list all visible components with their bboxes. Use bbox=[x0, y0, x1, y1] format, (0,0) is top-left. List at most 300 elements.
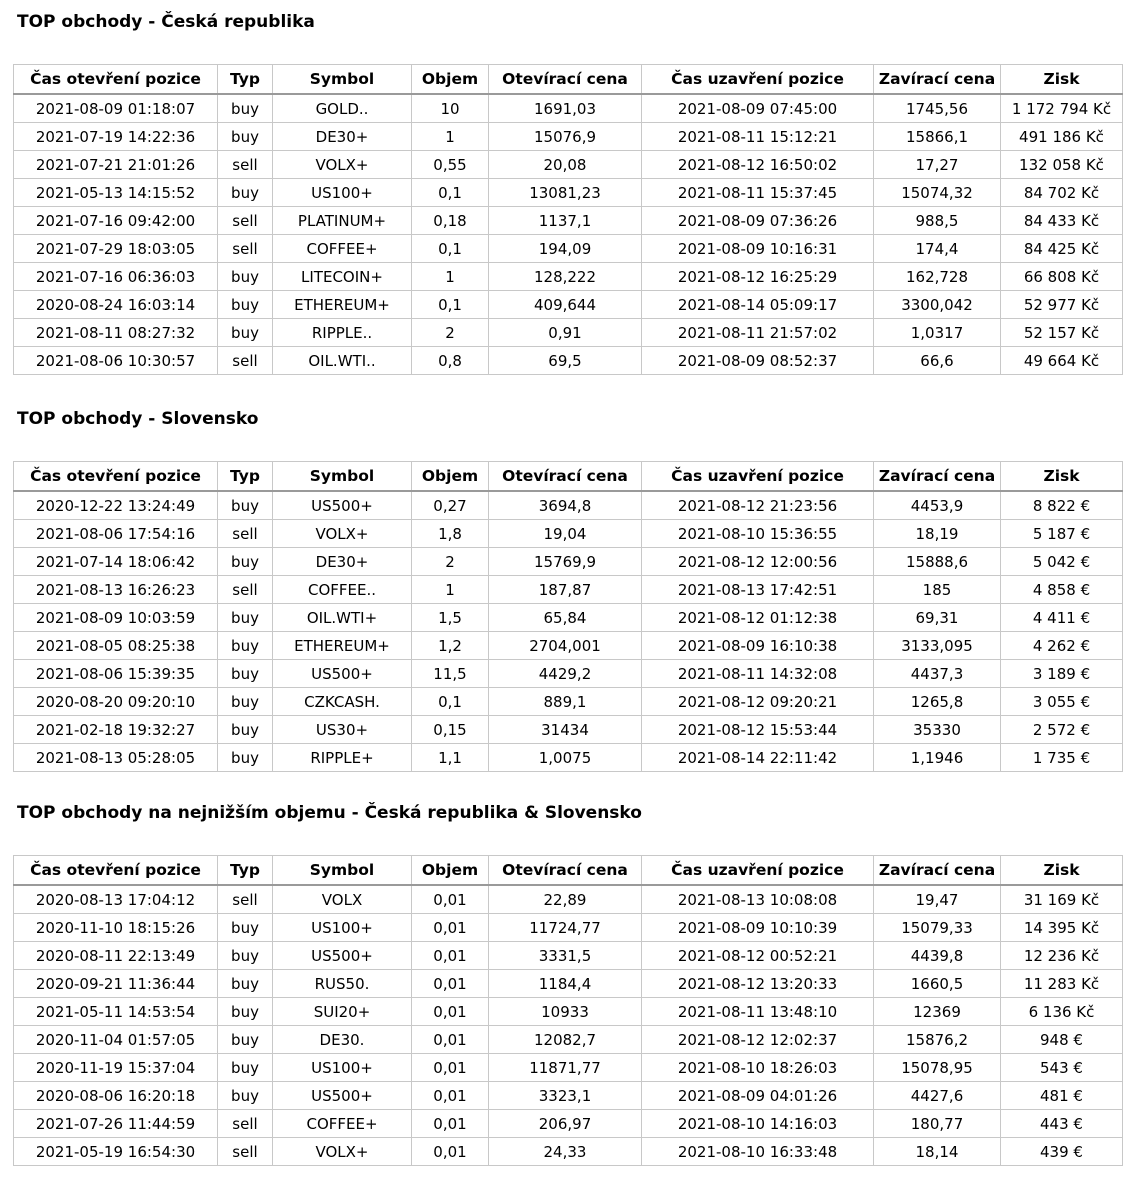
cell-type: buy bbox=[218, 632, 273, 660]
cell-symbol: COFFEE+ bbox=[273, 235, 412, 263]
cell-close-time: 2021-08-12 09:20:21 bbox=[642, 688, 874, 716]
cell-type: sell bbox=[218, 520, 273, 548]
cell-type: buy bbox=[218, 998, 273, 1026]
column-header-close-time: Čas uzavření pozice bbox=[642, 65, 874, 95]
cell-profit: 4 858 € bbox=[1001, 576, 1123, 604]
cell-type: buy bbox=[218, 1082, 273, 1110]
cell-close-time: 2021-08-13 17:42:51 bbox=[642, 576, 874, 604]
cell-close-time: 2021-08-09 08:52:37 bbox=[642, 347, 874, 375]
cell-close-time: 2021-08-09 16:10:38 bbox=[642, 632, 874, 660]
cell-volume: 0,01 bbox=[412, 1138, 489, 1166]
column-header-open-time: Čas otevření pozice bbox=[14, 65, 218, 95]
table-row bbox=[14, 235, 1123, 263]
cell-close-time: 2021-08-11 15:12:21 bbox=[642, 123, 874, 151]
cell-type: sell bbox=[218, 576, 273, 604]
cell-open-time: 2020-11-19 15:37:04 bbox=[14, 1054, 218, 1082]
cell-close-price: 3133,095 bbox=[874, 632, 1001, 660]
cell-close-time: 2021-08-10 15:36:55 bbox=[642, 520, 874, 548]
cell-open-time: 2020-08-24 16:03:14 bbox=[14, 291, 218, 319]
cell-symbol: VOLX+ bbox=[273, 1138, 412, 1166]
cell-volume: 0,01 bbox=[412, 1054, 489, 1082]
cell-close-time: 2021-08-10 14:16:03 bbox=[642, 1110, 874, 1138]
column-header-symbol: Symbol bbox=[273, 65, 412, 95]
trades-table bbox=[13, 64, 1123, 375]
cell-close-price: 4427,6 bbox=[874, 1082, 1001, 1110]
cell-close-price: 185 bbox=[874, 576, 1001, 604]
cell-volume: 1,1 bbox=[412, 744, 489, 772]
cell-close-time: 2021-08-09 10:10:39 bbox=[642, 914, 874, 942]
cell-type: sell bbox=[218, 151, 273, 179]
cell-profit: 443 € bbox=[1001, 1110, 1123, 1138]
cell-close-time: 2021-08-12 16:50:02 bbox=[642, 151, 874, 179]
cell-symbol: ETHEREUM+ bbox=[273, 632, 412, 660]
table-row bbox=[14, 151, 1123, 179]
cell-close-price: 15078,95 bbox=[874, 1054, 1001, 1082]
cell-type: sell bbox=[218, 347, 273, 375]
cell-type: sell bbox=[218, 1138, 273, 1166]
trades-table bbox=[13, 855, 1123, 1166]
cell-close-price: 69,31 bbox=[874, 604, 1001, 632]
cell-open-time: 2021-08-06 15:39:35 bbox=[14, 660, 218, 688]
cell-open-time: 2021-08-13 16:26:23 bbox=[14, 576, 218, 604]
column-header-open-time: Čas otevření pozice bbox=[14, 462, 218, 492]
cell-close-time: 2021-08-09 10:16:31 bbox=[642, 235, 874, 263]
cell-volume: 1 bbox=[412, 576, 489, 604]
cell-profit: 3 189 € bbox=[1001, 660, 1123, 688]
cell-open-price: 13081,23 bbox=[489, 179, 642, 207]
cell-symbol: US100+ bbox=[273, 179, 412, 207]
cell-volume: 0,1 bbox=[412, 179, 489, 207]
trades-table bbox=[13, 461, 1123, 772]
cell-open-time: 2021-07-26 11:44:59 bbox=[14, 1110, 218, 1138]
cell-open-price: 3331,5 bbox=[489, 942, 642, 970]
cell-close-time: 2021-08-11 14:32:08 bbox=[642, 660, 874, 688]
cell-close-price: 1660,5 bbox=[874, 970, 1001, 998]
cell-open-time: 2021-07-29 18:03:05 bbox=[14, 235, 218, 263]
cell-profit: 52 157 Kč bbox=[1001, 319, 1123, 347]
table-row bbox=[14, 291, 1123, 319]
cell-open-time: 2020-08-11 22:13:49 bbox=[14, 942, 218, 970]
cell-volume: 0,01 bbox=[412, 1026, 489, 1054]
cell-open-price: 2704,001 bbox=[489, 632, 642, 660]
cell-volume: 0,1 bbox=[412, 688, 489, 716]
column-header-close-price: Zavírací cena bbox=[874, 65, 1001, 95]
cell-volume: 0,55 bbox=[412, 151, 489, 179]
cell-volume: 0,18 bbox=[412, 207, 489, 235]
table-row bbox=[14, 123, 1123, 151]
cell-open-price: 15769,9 bbox=[489, 548, 642, 576]
cell-close-price: 35330 bbox=[874, 716, 1001, 744]
cell-volume: 2 bbox=[412, 319, 489, 347]
cell-close-time: 2021-08-11 21:57:02 bbox=[642, 319, 874, 347]
cell-type: buy bbox=[218, 319, 273, 347]
cell-profit: 5 187 € bbox=[1001, 520, 1123, 548]
cell-symbol: COFFEE.. bbox=[273, 576, 412, 604]
cell-volume: 0,01 bbox=[412, 1110, 489, 1138]
cell-symbol: GOLD.. bbox=[273, 94, 412, 123]
cell-symbol: US500+ bbox=[273, 942, 412, 970]
cell-profit: 6 136 Kč bbox=[1001, 998, 1123, 1026]
cell-symbol: US100+ bbox=[273, 1054, 412, 1082]
table-row bbox=[14, 1054, 1123, 1082]
cell-close-price: 4439,8 bbox=[874, 942, 1001, 970]
cell-profit: 49 664 Kč bbox=[1001, 347, 1123, 375]
cell-volume: 0,1 bbox=[412, 291, 489, 319]
table-header-row bbox=[14, 65, 1123, 95]
cell-volume: 1,5 bbox=[412, 604, 489, 632]
cell-volume: 11,5 bbox=[412, 660, 489, 688]
cell-close-price: 15876,2 bbox=[874, 1026, 1001, 1054]
cell-profit: 5 042 € bbox=[1001, 548, 1123, 576]
table-row bbox=[14, 179, 1123, 207]
cell-open-time: 2020-08-20 09:20:10 bbox=[14, 688, 218, 716]
cell-profit: 132 058 Kč bbox=[1001, 151, 1123, 179]
cell-open-price: 15076,9 bbox=[489, 123, 642, 151]
column-header-open-price: Otevírací cena bbox=[489, 65, 642, 95]
column-header-type: Typ bbox=[218, 856, 273, 886]
cell-volume: 0,1 bbox=[412, 235, 489, 263]
cell-profit: 84 702 Kč bbox=[1001, 179, 1123, 207]
column-header-symbol: Symbol bbox=[273, 856, 412, 886]
cell-close-price: 66,6 bbox=[874, 347, 1001, 375]
cell-symbol: ETHEREUM+ bbox=[273, 291, 412, 319]
cell-type: buy bbox=[218, 123, 273, 151]
cell-open-price: 10933 bbox=[489, 998, 642, 1026]
table-row bbox=[14, 1026, 1123, 1054]
column-header-profit: Zisk bbox=[1001, 462, 1123, 492]
cell-volume: 1,2 bbox=[412, 632, 489, 660]
table-row bbox=[14, 347, 1123, 375]
cell-type: sell bbox=[218, 1110, 273, 1138]
table-row bbox=[14, 1110, 1123, 1138]
cell-close-price: 4453,9 bbox=[874, 491, 1001, 520]
cell-close-price: 12369 bbox=[874, 998, 1001, 1026]
cell-symbol: RUS50. bbox=[273, 970, 412, 998]
column-header-open-price: Otevírací cena bbox=[489, 462, 642, 492]
cell-type: buy bbox=[218, 179, 273, 207]
cell-close-price: 15074,32 bbox=[874, 179, 1001, 207]
table-row bbox=[14, 1082, 1123, 1110]
cell-open-time: 2021-05-19 16:54:30 bbox=[14, 1138, 218, 1166]
column-header-close-price: Zavírací cena bbox=[874, 462, 1001, 492]
cell-close-price: 17,27 bbox=[874, 151, 1001, 179]
cell-open-price: 187,87 bbox=[489, 576, 642, 604]
cell-open-time: 2021-05-13 14:15:52 bbox=[14, 179, 218, 207]
cell-open-time: 2021-05-11 14:53:54 bbox=[14, 998, 218, 1026]
cell-open-time: 2021-07-21 21:01:26 bbox=[14, 151, 218, 179]
cell-symbol: VOLX+ bbox=[273, 151, 412, 179]
cell-volume: 1 bbox=[412, 263, 489, 291]
cell-open-time: 2020-12-22 13:24:49 bbox=[14, 491, 218, 520]
cell-type: buy bbox=[218, 688, 273, 716]
cell-close-time: 2021-08-11 13:48:10 bbox=[642, 998, 874, 1026]
cell-close-price: 15866,1 bbox=[874, 123, 1001, 151]
cell-volume: 0,01 bbox=[412, 970, 489, 998]
cell-close-time: 2021-08-09 07:36:26 bbox=[642, 207, 874, 235]
table-row bbox=[14, 94, 1123, 123]
cell-open-time: 2021-08-09 10:03:59 bbox=[14, 604, 218, 632]
column-header-close-time: Čas uzavření pozice bbox=[642, 462, 874, 492]
cell-open-price: 0,91 bbox=[489, 319, 642, 347]
cell-open-price: 409,644 bbox=[489, 291, 642, 319]
cell-open-price: 206,97 bbox=[489, 1110, 642, 1138]
table-row bbox=[14, 632, 1123, 660]
column-header-volume: Objem bbox=[412, 65, 489, 95]
cell-volume: 1 bbox=[412, 123, 489, 151]
cell-open-time: 2020-11-04 01:57:05 bbox=[14, 1026, 218, 1054]
cell-open-price: 128,222 bbox=[489, 263, 642, 291]
cell-profit: 2 572 € bbox=[1001, 716, 1123, 744]
cell-profit: 84 433 Kč bbox=[1001, 207, 1123, 235]
table-row bbox=[14, 998, 1123, 1026]
cell-close-time: 2021-08-09 07:45:00 bbox=[642, 94, 874, 123]
cell-close-price: 15079,33 bbox=[874, 914, 1001, 942]
cell-type: sell bbox=[218, 235, 273, 263]
cell-volume: 1,8 bbox=[412, 520, 489, 548]
column-header-close-time: Čas uzavření pozice bbox=[642, 856, 874, 886]
cell-open-time: 2020-09-21 11:36:44 bbox=[14, 970, 218, 998]
cell-volume: 0,01 bbox=[412, 942, 489, 970]
cell-volume: 2 bbox=[412, 548, 489, 576]
cell-type: sell bbox=[218, 207, 273, 235]
column-header-open-time: Čas otevření pozice bbox=[14, 856, 218, 886]
cell-open-time: 2021-07-16 09:42:00 bbox=[14, 207, 218, 235]
cell-open-price: 4429,2 bbox=[489, 660, 642, 688]
cell-open-price: 1184,4 bbox=[489, 970, 642, 998]
cell-open-price: 20,08 bbox=[489, 151, 642, 179]
cell-open-price: 1137,1 bbox=[489, 207, 642, 235]
cell-symbol: PLATINUM+ bbox=[273, 207, 412, 235]
cell-close-price: 18,14 bbox=[874, 1138, 1001, 1166]
cell-open-time: 2021-07-16 06:36:03 bbox=[14, 263, 218, 291]
column-header-type: Typ bbox=[218, 65, 273, 95]
column-header-profit: Zisk bbox=[1001, 65, 1123, 95]
cell-type: sell bbox=[218, 885, 273, 914]
cell-symbol: COFFEE+ bbox=[273, 1110, 412, 1138]
cell-profit: 543 € bbox=[1001, 1054, 1123, 1082]
cell-open-price: 11871,77 bbox=[489, 1054, 642, 1082]
cell-close-price: 3300,042 bbox=[874, 291, 1001, 319]
cell-profit: 1 172 794 Kč bbox=[1001, 94, 1123, 123]
cell-open-time: 2021-08-06 10:30:57 bbox=[14, 347, 218, 375]
cell-open-time: 2021-07-19 14:22:36 bbox=[14, 123, 218, 151]
table-row bbox=[14, 970, 1123, 998]
cell-symbol: US100+ bbox=[273, 914, 412, 942]
cell-open-price: 11724,77 bbox=[489, 914, 642, 942]
cell-profit: 52 977 Kč bbox=[1001, 291, 1123, 319]
column-header-type: Typ bbox=[218, 462, 273, 492]
cell-profit: 66 808 Kč bbox=[1001, 263, 1123, 291]
cell-close-time: 2021-08-11 15:37:45 bbox=[642, 179, 874, 207]
cell-volume: 0,01 bbox=[412, 885, 489, 914]
cell-profit: 14 395 Kč bbox=[1001, 914, 1123, 942]
table-row bbox=[14, 604, 1123, 632]
cell-profit: 11 283 Kč bbox=[1001, 970, 1123, 998]
cell-profit: 948 € bbox=[1001, 1026, 1123, 1054]
cell-type: buy bbox=[218, 1026, 273, 1054]
cell-close-time: 2021-08-12 01:12:38 bbox=[642, 604, 874, 632]
cell-open-price: 3323,1 bbox=[489, 1082, 642, 1110]
cell-close-time: 2021-08-12 16:25:29 bbox=[642, 263, 874, 291]
column-header-close-price: Zavírací cena bbox=[874, 856, 1001, 886]
table-row bbox=[14, 885, 1123, 914]
cell-open-time: 2021-02-18 19:32:27 bbox=[14, 716, 218, 744]
cell-volume: 0,8 bbox=[412, 347, 489, 375]
column-header-open-price: Otevírací cena bbox=[489, 856, 642, 886]
table-row bbox=[14, 520, 1123, 548]
cell-volume: 0,01 bbox=[412, 914, 489, 942]
cell-symbol: OIL.WTI+ bbox=[273, 604, 412, 632]
cell-close-time: 2021-08-12 13:20:33 bbox=[642, 970, 874, 998]
cell-close-time: 2021-08-10 16:33:48 bbox=[642, 1138, 874, 1166]
cell-close-price: 4437,3 bbox=[874, 660, 1001, 688]
cell-close-time: 2021-08-12 21:23:56 bbox=[642, 491, 874, 520]
cell-close-time: 2021-08-10 18:26:03 bbox=[642, 1054, 874, 1082]
cell-type: buy bbox=[218, 94, 273, 123]
section-title: TOP obchody - Česká republika bbox=[17, 12, 315, 32]
cell-open-time: 2021-07-14 18:06:42 bbox=[14, 548, 218, 576]
cell-open-price: 19,04 bbox=[489, 520, 642, 548]
cell-open-time: 2020-08-13 17:04:12 bbox=[14, 885, 218, 914]
cell-profit: 4 262 € bbox=[1001, 632, 1123, 660]
table-row bbox=[14, 548, 1123, 576]
cell-type: buy bbox=[218, 716, 273, 744]
cell-open-time: 2020-11-10 18:15:26 bbox=[14, 914, 218, 942]
table-row bbox=[14, 1138, 1123, 1166]
cell-close-price: 15888,6 bbox=[874, 548, 1001, 576]
cell-symbol: CZKCASH. bbox=[273, 688, 412, 716]
cell-symbol: DE30+ bbox=[273, 123, 412, 151]
cell-close-price: 1265,8 bbox=[874, 688, 1001, 716]
cell-volume: 10 bbox=[412, 94, 489, 123]
cell-symbol: US500+ bbox=[273, 1082, 412, 1110]
cell-open-time: 2021-08-13 05:28:05 bbox=[14, 744, 218, 772]
column-header-symbol: Symbol bbox=[273, 462, 412, 492]
cell-close-time: 2021-08-12 00:52:21 bbox=[642, 942, 874, 970]
cell-open-time: 2021-08-11 08:27:32 bbox=[14, 319, 218, 347]
cell-symbol: SUI20+ bbox=[273, 998, 412, 1026]
cell-volume: 0,15 bbox=[412, 716, 489, 744]
cell-type: buy bbox=[218, 263, 273, 291]
table-row bbox=[14, 207, 1123, 235]
cell-profit: 8 822 € bbox=[1001, 491, 1123, 520]
cell-profit: 439 € bbox=[1001, 1138, 1123, 1166]
cell-open-price: 889,1 bbox=[489, 688, 642, 716]
cell-open-price: 31434 bbox=[489, 716, 642, 744]
cell-open-price: 194,09 bbox=[489, 235, 642, 263]
table-header-row bbox=[14, 856, 1123, 886]
cell-type: buy bbox=[218, 970, 273, 998]
cell-profit: 3 055 € bbox=[1001, 688, 1123, 716]
cell-symbol: LITECOIN+ bbox=[273, 263, 412, 291]
table-row bbox=[14, 716, 1123, 744]
table-row bbox=[14, 319, 1123, 347]
cell-profit: 481 € bbox=[1001, 1082, 1123, 1110]
table-row bbox=[14, 660, 1123, 688]
cell-close-price: 174,4 bbox=[874, 235, 1001, 263]
cell-profit: 4 411 € bbox=[1001, 604, 1123, 632]
cell-type: buy bbox=[218, 291, 273, 319]
cell-symbol: US500+ bbox=[273, 660, 412, 688]
cell-close-time: 2021-08-12 15:53:44 bbox=[642, 716, 874, 744]
cell-profit: 12 236 Kč bbox=[1001, 942, 1123, 970]
cell-open-time: 2020-08-06 16:20:18 bbox=[14, 1082, 218, 1110]
section-title: TOP obchody na nejnižším objemu - Česká republika & Slovensko bbox=[17, 803, 642, 823]
cell-profit: 491 186 Kč bbox=[1001, 123, 1123, 151]
cell-profit: 31 169 Kč bbox=[1001, 885, 1123, 914]
cell-open-price: 65,84 bbox=[489, 604, 642, 632]
cell-close-price: 19,47 bbox=[874, 885, 1001, 914]
table-row bbox=[14, 914, 1123, 942]
cell-symbol: US500+ bbox=[273, 491, 412, 520]
cell-type: buy bbox=[218, 660, 273, 688]
cell-volume: 0,01 bbox=[412, 1082, 489, 1110]
cell-type: buy bbox=[218, 1054, 273, 1082]
cell-open-time: 2021-08-06 17:54:16 bbox=[14, 520, 218, 548]
column-header-volume: Objem bbox=[412, 856, 489, 886]
cell-open-price: 1691,03 bbox=[489, 94, 642, 123]
cell-close-time: 2021-08-12 12:02:37 bbox=[642, 1026, 874, 1054]
cell-open-time: 2021-08-09 01:18:07 bbox=[14, 94, 218, 123]
cell-close-time: 2021-08-09 04:01:26 bbox=[642, 1082, 874, 1110]
cell-symbol: DE30+ bbox=[273, 548, 412, 576]
cell-open-price: 22,89 bbox=[489, 885, 642, 914]
cell-symbol: VOLX bbox=[273, 885, 412, 914]
cell-volume: 0,01 bbox=[412, 998, 489, 1026]
cell-open-time: 2021-08-05 08:25:38 bbox=[14, 632, 218, 660]
column-header-profit: Zisk bbox=[1001, 856, 1123, 886]
cell-open-price: 12082,7 bbox=[489, 1026, 642, 1054]
cell-close-price: 180,77 bbox=[874, 1110, 1001, 1138]
table-header-row bbox=[14, 462, 1123, 492]
cell-symbol: DE30. bbox=[273, 1026, 412, 1054]
cell-close-time: 2021-08-14 05:09:17 bbox=[642, 291, 874, 319]
cell-type: buy bbox=[218, 548, 273, 576]
cell-close-price: 1,1946 bbox=[874, 744, 1001, 772]
cell-close-price: 162,728 bbox=[874, 263, 1001, 291]
column-header-volume: Objem bbox=[412, 462, 489, 492]
cell-open-price: 3694,8 bbox=[489, 491, 642, 520]
cell-close-price: 18,19 bbox=[874, 520, 1001, 548]
cell-close-time: 2021-08-14 22:11:42 bbox=[642, 744, 874, 772]
cell-symbol: OIL.WTI.. bbox=[273, 347, 412, 375]
table-row bbox=[14, 263, 1123, 291]
cell-close-time: 2021-08-13 10:08:08 bbox=[642, 885, 874, 914]
cell-open-price: 24,33 bbox=[489, 1138, 642, 1166]
cell-profit: 84 425 Kč bbox=[1001, 235, 1123, 263]
cell-symbol: VOLX+ bbox=[273, 520, 412, 548]
table-row bbox=[14, 688, 1123, 716]
table-row bbox=[14, 576, 1123, 604]
cell-profit: 1 735 € bbox=[1001, 744, 1123, 772]
cell-open-price: 1,0075 bbox=[489, 744, 642, 772]
cell-type: buy bbox=[218, 604, 273, 632]
cell-close-price: 1,0317 bbox=[874, 319, 1001, 347]
cell-volume: 0,27 bbox=[412, 491, 489, 520]
table-row bbox=[14, 744, 1123, 772]
section-title: TOP obchody - Slovensko bbox=[17, 409, 259, 429]
cell-symbol: RIPPLE.. bbox=[273, 319, 412, 347]
cell-type: buy bbox=[218, 744, 273, 772]
cell-close-time: 2021-08-12 12:00:56 bbox=[642, 548, 874, 576]
cell-open-price: 69,5 bbox=[489, 347, 642, 375]
table-row bbox=[14, 491, 1123, 520]
cell-symbol: US30+ bbox=[273, 716, 412, 744]
cell-symbol: RIPPLE+ bbox=[273, 744, 412, 772]
cell-close-price: 1745,56 bbox=[874, 94, 1001, 123]
cell-type: buy bbox=[218, 914, 273, 942]
table-row bbox=[14, 942, 1123, 970]
